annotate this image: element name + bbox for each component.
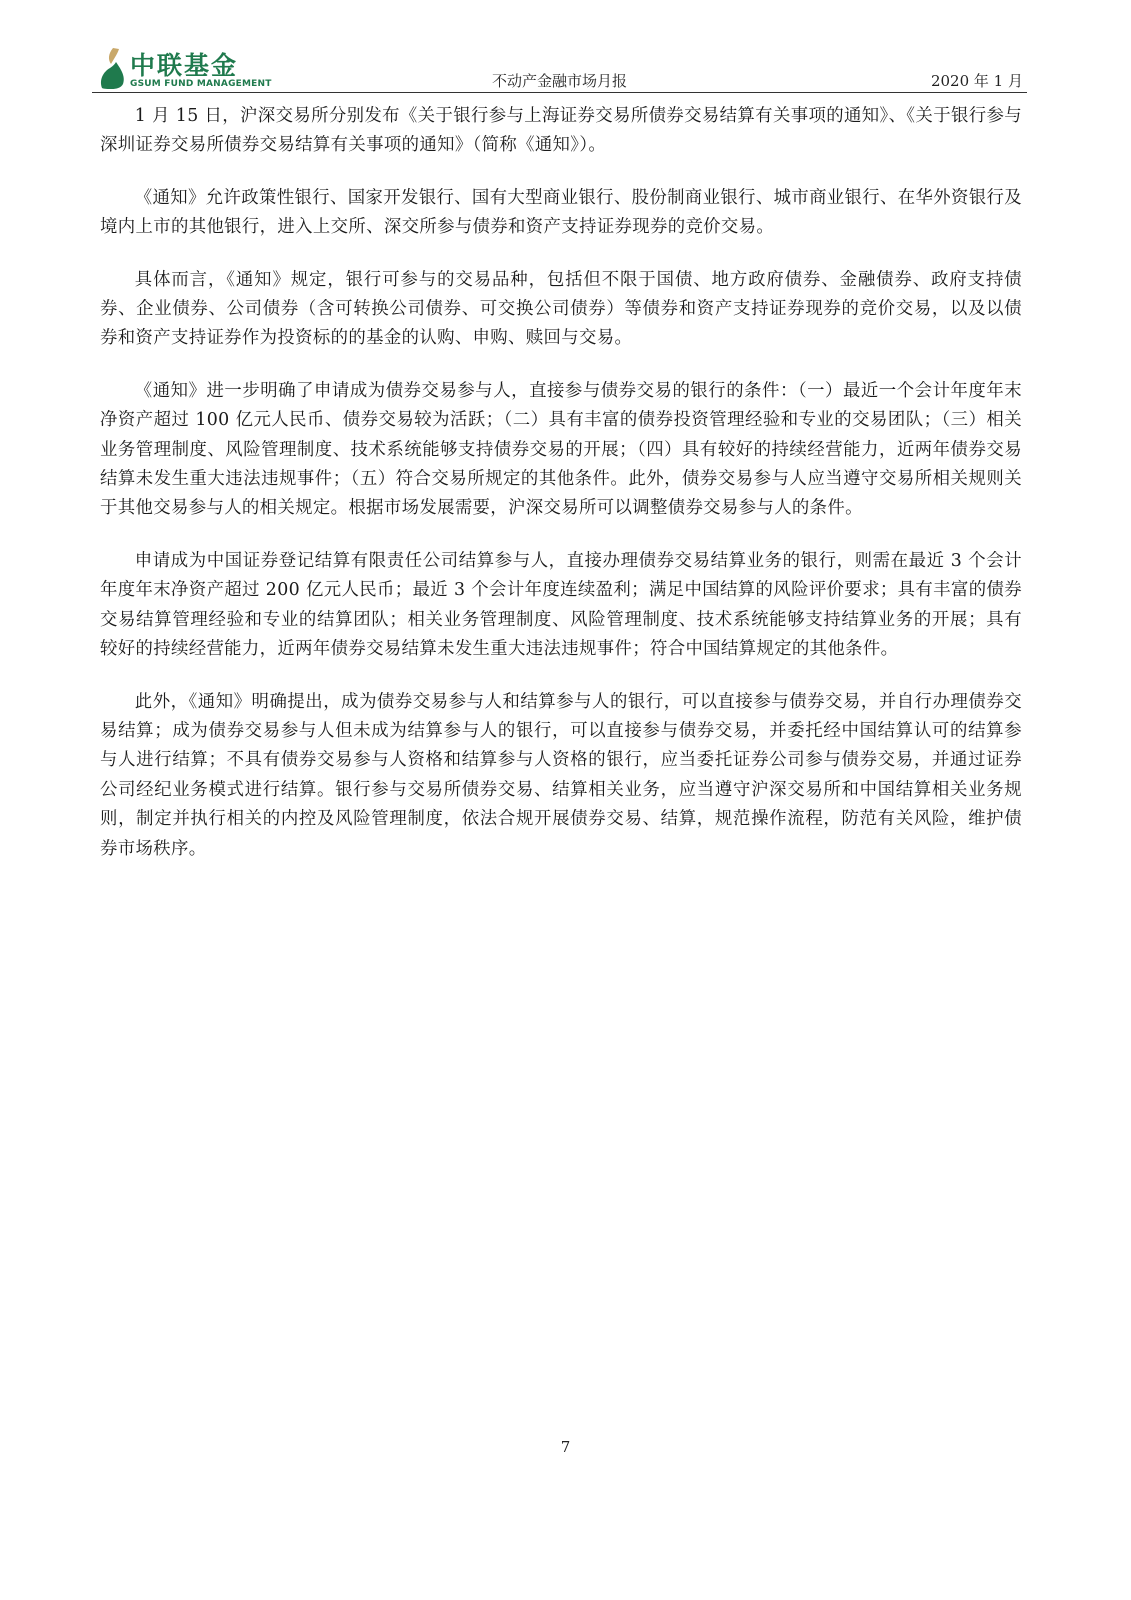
paragraph: 《通知》进一步明确了申请成为债券交易参与人，直接参与债券交易的银行的条件：（一）最近一个会计年度年末净资产超过 100 亿元人民币、债券交易较为活跃；（二）具有丰富的债券投资管理经验和专业的交易团队；（三）相关业务管理制度、风险管理制度、技术系统能够支持债券交易的开展；（四）具有较好的持续经营能力，近两年债券交易结算未发生重大违法违规事件；（五）符合交易所规定的其他条件。此外，债券交易参与人应当遵守交易所相关规则关于其他交易参与人的相关规定。根据市场发展需要，沪深交易所可以调整债券交易参与人的条件。 [100,380,1022,519]
logo-english-name: GSUM FUND MANAGEMENT [130,79,272,89]
paragraph: 此外，《通知》明确提出，成为债券交易参与人和结算参与人的银行，可以直接参与债券交易，并自行办理债券交易结算；成为债券交易参与人但未成为结算参与人的银行，可以直接参与债券交易，并委托经中国结算认可的结算参与人进行结算；不具有债券交易参与人资格和结算参与人资格的银行，应当委托证券公司参与债券交易，并通过证券公司经纪业务模式进行结算。银行参与交易所债券交易、结算相关业务，应当遵守沪深交易所和中国结算相关业务规则，制定并执行相关的内控及风险管理制度，依法合规开展债券交易、结算，规范操作流程，防范有关风险，维护债券市场秩序。 [100,691,1022,859]
header-divider [92,92,1027,93]
page-header [92,40,1027,92]
article-body [100,102,1022,887]
paragraph: 1 月 15 日，沪深交易所分别发布《关于银行参与上海证券交易所债券交易结算有关事项的通知》、《关于银行参与深圳证券交易所债券交易结算有关事项的通知》（简称《通知》）。 [100,106,1022,156]
logo-chinese-name: 中联基金 [130,51,239,80]
page-number: 7 [560,1438,571,1456]
paragraph: 具体而言，《通知》规定，银行可参与的交易品种，包括但不限于国债、地方政府债券、金融债券、政府支持债券、企业债券、公司债券（含可转换公司债券、可交换公司债券）等债券和资产支持证券现券的竞价交易，以及以债券和资产支持证券作为投资标的的基金的认购、申购、赎回与交易。 [100,269,1022,349]
paragraph: 申请成为中国证券登记结算有限责任公司结算参与人，直接办理债券交易结算业务的银行，则需在最近 3 个会计年度年末净资产超过 200 亿元人民币；最近 3 个会计年度连续盈利；满足中国结算的风险评价要求；具有丰富的债券交易结算管理经验和专业的结算团队；相关业务管理制度、风险管理制度、技术系统能够支持结算业务的开展；具有较好的持续经营能力，近两年债券交易结算未发生重大违法违规事件；符合中国结算规定的其他条件。 [100,550,1022,660]
paragraph: 《通知》允许政策性银行、国家开发银行、国有大型商业银行、股份制商业银行、城市商业银行、在华外资银行及境内上市的其他银行，进入上交所、深交所参与债券和资产支持证券现券的竞价交易。 [100,187,1022,238]
report-date: 2020 年 1 月 [930,72,1023,90]
report-title: 不动产金融市场月报 [491,72,627,90]
